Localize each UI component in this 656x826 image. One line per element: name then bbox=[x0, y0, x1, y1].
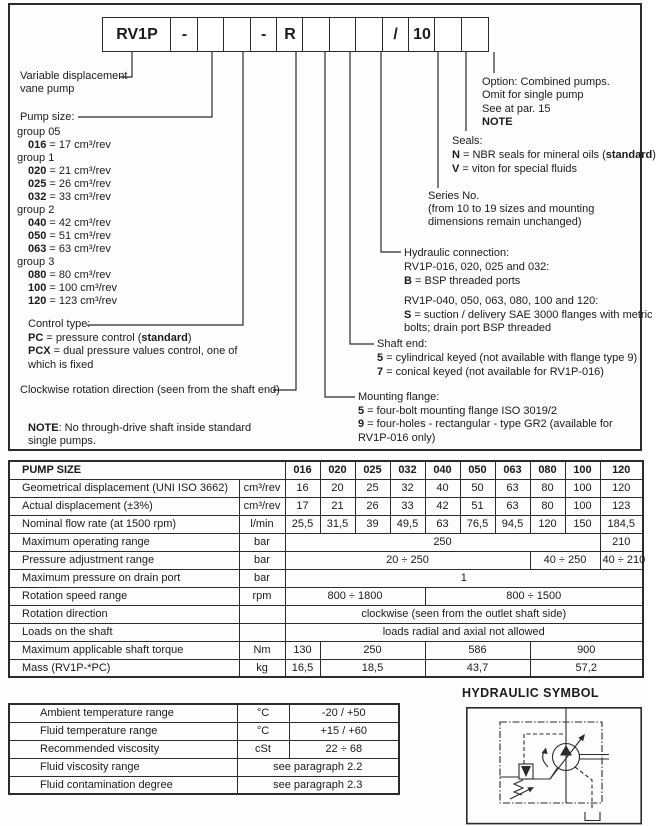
order-code-box-11 bbox=[434, 17, 462, 52]
seals-section bbox=[452, 134, 656, 176]
conditions-value: +15 / +60 bbox=[289, 722, 399, 740]
pump-size-item bbox=[17, 282, 117, 295]
pump-table-size-col: 100 bbox=[565, 461, 600, 479]
shaft-end-title: Shaft end: bbox=[377, 338, 428, 350]
pump-size-value: = 123 cm³/rev bbox=[46, 295, 117, 307]
order-code-row bbox=[102, 17, 489, 52]
pump-size-code: 020 bbox=[28, 165, 47, 177]
pump-table-value: 20 bbox=[320, 479, 355, 497]
pump-table-value: 250 bbox=[285, 533, 600, 551]
tank-icon bbox=[585, 812, 600, 821]
pump-size-item bbox=[17, 165, 117, 178]
order-code-box-7 bbox=[329, 17, 357, 52]
pump-size-title: Pump size: bbox=[20, 111, 75, 123]
pump-table-row-label: Geometrical displacement (UNI ISO 3662) bbox=[9, 479, 239, 497]
pump-table-row-unit: cm³/rev bbox=[239, 479, 285, 497]
pump-table-value: 120 bbox=[600, 479, 643, 497]
pump-table-size-col: 040 bbox=[425, 461, 460, 479]
control-type-pc: PC = pressure control (standard) bbox=[28, 331, 192, 344]
pump-table-value: 586 bbox=[425, 641, 530, 659]
pump-table-value: 49,5 bbox=[390, 515, 425, 533]
pump-table-value: 900 bbox=[530, 641, 643, 659]
pump-table-value: 94,5 bbox=[495, 515, 530, 533]
shaft-end-7: 7 = conical keyed (not available for RV1P-016) bbox=[377, 366, 604, 378]
pump-table-row-unit: bar bbox=[239, 569, 285, 587]
pump-table-size-col: 016 bbox=[285, 461, 320, 479]
pump-table-size-col: 120 bbox=[600, 461, 643, 479]
pump-table-row-label: Actual displacement (±3%) bbox=[9, 497, 239, 515]
control-type-title: Control type: bbox=[28, 318, 91, 330]
pump-table-value: 123 bbox=[600, 497, 643, 515]
pump-table-value: 39 bbox=[355, 515, 390, 533]
seals-title: Seals: bbox=[452, 135, 483, 147]
swivel-arrow-head bbox=[542, 748, 548, 755]
pump-table-value: 40 ÷ 250 bbox=[530, 551, 600, 569]
pump-size-code: 025 bbox=[28, 178, 47, 190]
pump-size-item bbox=[17, 139, 117, 152]
mounting-flange-9: 9 = four-holes - rectangular - type GR2 (available for bbox=[358, 418, 613, 430]
pump-size-value: = 21 cm³/rev bbox=[46, 165, 111, 177]
pump-table-value: 63 bbox=[495, 497, 530, 515]
pump-table-value: 16 bbox=[285, 479, 320, 497]
pump-table-row-label: Nominal flow rate (at 1500 rpm) bbox=[9, 515, 239, 533]
port-lines bbox=[579, 755, 609, 760]
pump-table-size-col: 032 bbox=[390, 461, 425, 479]
order-code-box-2 bbox=[197, 17, 225, 52]
pump-table-value: 100 bbox=[565, 497, 600, 515]
order-code-box-8 bbox=[355, 17, 383, 52]
pump-table-value: 120 bbox=[530, 515, 565, 533]
pump-size-item bbox=[17, 178, 117, 191]
seals-v: V = viton for special fluids bbox=[452, 163, 578, 175]
conditions-unit: cSt bbox=[237, 740, 289, 758]
pump-table-row-unit: bar bbox=[239, 551, 285, 569]
order-code-box-1: - bbox=[170, 17, 198, 52]
pump-table-size-col: 020 bbox=[320, 461, 355, 479]
pump-table-row-unit: cm³/rev bbox=[239, 497, 285, 515]
pump-size-code: 080 bbox=[28, 269, 47, 281]
hydraulic-connection-s: S = suction / delivery SAE 3000 flanges with metric bbox=[404, 308, 653, 321]
pump-table-value: 40 ÷ 210 bbox=[600, 551, 643, 569]
pump-size-item bbox=[17, 269, 117, 282]
control-type-pcx: PCX = dual pressure values control, one of bbox=[28, 345, 238, 357]
variable-arrow-head bbox=[578, 734, 585, 741]
pump-table-value: 50 bbox=[460, 479, 495, 497]
pump-table-row-label: Mass (RV1P-*PC) bbox=[9, 659, 239, 677]
note-section: NOTE: No through-drive shaft inside standard single pumps. bbox=[28, 422, 252, 447]
pump-table-value: 51 bbox=[460, 497, 495, 515]
leader-rotation bbox=[273, 52, 296, 390]
pump-table-value: 18,5 bbox=[320, 659, 425, 677]
pump-size-code: 063 bbox=[28, 243, 47, 255]
pump-size-value: = 51 cm³/rev bbox=[46, 230, 111, 242]
conditions-value: 22 ÷ 68 bbox=[289, 740, 399, 758]
pump-table-value: 250 bbox=[320, 641, 425, 659]
pump-table-value: 17 bbox=[285, 497, 320, 515]
pump-size-code: 016 bbox=[28, 139, 47, 151]
pump-size-value: = 63 cm³/rev bbox=[46, 243, 111, 255]
pump-table-size-col: 080 bbox=[530, 461, 565, 479]
conditions-value: -20 / +50 bbox=[289, 704, 399, 722]
pump-size-value: = 100 cm³/rev bbox=[46, 282, 117, 294]
conditions-value: see paragraph 2.2 bbox=[237, 758, 399, 776]
swivel-arrow bbox=[543, 752, 548, 767]
pump-size-value: = 17 cm³/rev bbox=[46, 139, 111, 151]
leader-shaft-end bbox=[350, 52, 374, 344]
pump-table-value: clockwise (seen from the outlet shaft side) bbox=[285, 605, 643, 623]
order-code-box-0: RV1P bbox=[102, 17, 172, 52]
pump-table-row-unit: rpm bbox=[239, 587, 285, 605]
hydraulic-connection-b: B = BSP threaded ports bbox=[404, 275, 521, 287]
pump-table-row-label: Loads on the shaft bbox=[9, 623, 239, 641]
pump-size-item bbox=[17, 217, 117, 230]
order-code-box-10: 10 bbox=[408, 17, 436, 52]
hydraulic-symbol-title: HYDRAULIC SYMBOL bbox=[462, 686, 599, 700]
pump-table-value: 25,5 bbox=[285, 515, 320, 533]
hydraulic-connection-section: Hydraulic connection: RV1P-016, 020, 025 and 032: B = BSP threaded ports bbox=[404, 247, 550, 287]
pump-size-group-name: group 3 bbox=[17, 256, 55, 268]
pump-table-size-col: 063 bbox=[495, 461, 530, 479]
control-type-section: Control type: PC = pressure control (standard) PCX = dual pressure values control, one of which is fixed bbox=[28, 318, 238, 371]
order-code-box-3 bbox=[223, 17, 251, 52]
pump-table-value: 40 bbox=[425, 479, 460, 497]
conditions-row-label: Fluid viscosity range bbox=[9, 758, 237, 776]
pump-table-row-label: Maximum operating range bbox=[9, 533, 239, 551]
pump-table-title: PUMP SIZE bbox=[9, 461, 285, 479]
pump-table-value: 63 bbox=[425, 515, 460, 533]
pump-table-row-unit: l/min bbox=[239, 515, 285, 533]
conditions-unit: °C bbox=[237, 704, 289, 722]
pump-table-value: 76,5 bbox=[460, 515, 495, 533]
pump-table-value: 33 bbox=[390, 497, 425, 515]
pump-table-value: 80 bbox=[530, 479, 565, 497]
pump-size-value: = 33 cm³/rev bbox=[46, 191, 111, 203]
pump-table-value: 57,2 bbox=[530, 659, 643, 677]
pump-table-value: 210 bbox=[600, 533, 643, 551]
conditions-unit: °C bbox=[237, 722, 289, 740]
mounting-flange-section: Mounting flange: 5 = four-bolt mounting flange ISO 3019/2 9 = four-holes - rectangular - type GR2 (available for RV1P-016 only) bbox=[358, 391, 613, 444]
pump-table-value: 21 bbox=[320, 497, 355, 515]
pump-table-row-unit: Nm bbox=[239, 641, 285, 659]
option-section: Option: Combined pumps. Omit for single pump See at par. 15 NOTE bbox=[482, 76, 610, 128]
pump-table-value: 130 bbox=[285, 641, 320, 659]
pump-table-value: 800 ÷ 1500 bbox=[425, 587, 643, 605]
conditions-value: see paragraph 2.3 bbox=[237, 776, 399, 794]
pump-table-row-unit: kg bbox=[239, 659, 285, 677]
order-code-box-9: / bbox=[382, 17, 410, 52]
pump-table-size-col: 025 bbox=[355, 461, 390, 479]
pump-size-list bbox=[17, 126, 117, 308]
rotation-direction-label: Clockwise rotation direction (seen from the shaft end) bbox=[20, 384, 280, 396]
pump-size-code: 032 bbox=[28, 191, 47, 203]
pump-table-value: 26 bbox=[355, 497, 390, 515]
conditions-row-label: Ambient temperature range bbox=[9, 704, 237, 722]
hydraulic-connection-section-2: RV1P-040, 050, 063, 080, 100 and 120: S = suction / delivery SAE 3000 flanges with metric bolts; drain port BSP threaded bbox=[404, 295, 653, 334]
mounting-flange-5: 5 = four-bolt mounting flange ISO 3019/2 bbox=[358, 404, 558, 417]
pump-table-size-col: 050 bbox=[460, 461, 495, 479]
pump-table-value: 800 ÷ 1800 bbox=[285, 587, 425, 605]
pump-table-value: loads radial and axial not allowed bbox=[285, 623, 643, 641]
order-code-box-5: R bbox=[276, 17, 304, 52]
pump-table-value: 63 bbox=[495, 479, 530, 497]
series-section: Series No. (from 10 to 19 sizes and mounting dimensions remain unchanged) bbox=[428, 190, 595, 228]
symbol-border bbox=[467, 708, 641, 824]
pump-table-value: 100 bbox=[565, 479, 600, 497]
pump-size-value: = 80 cm³/rev bbox=[46, 269, 111, 281]
pump-table-value: 16,5 bbox=[285, 659, 320, 677]
pump-type-label: Variable displacement vane pump bbox=[20, 70, 128, 95]
seals-n: N = NBR seals for mineral oils (standard) bbox=[452, 149, 656, 161]
pump-size-code: 040 bbox=[28, 217, 47, 229]
order-code-box-6 bbox=[302, 17, 330, 52]
pump-size-item bbox=[17, 295, 117, 308]
pump-table-value: 184,5 bbox=[600, 515, 643, 533]
pump-table-row-label: Maximum applicable shaft torque bbox=[9, 641, 239, 659]
pump-size-item bbox=[17, 243, 117, 256]
pump-size-value: = 42 cm³/rev bbox=[46, 217, 111, 229]
pump-size-group-name: group 1 bbox=[17, 152, 55, 164]
order-code-box-12 bbox=[461, 17, 489, 52]
pump-table-row-label: Rotation speed range bbox=[9, 587, 239, 605]
pump-table-value: 1 bbox=[285, 569, 643, 587]
pump-size-code: 100 bbox=[28, 282, 47, 294]
leader-hydraulic-connection bbox=[381, 52, 401, 252]
conditions-row-label: Fluid contamination degree bbox=[9, 776, 237, 794]
pump-table-row-unit: bar bbox=[239, 533, 285, 551]
note-line1: NOTE: No through-drive shaft inside standard bbox=[28, 422, 252, 434]
hydraulic-connection-title: Hydraulic connection: bbox=[404, 247, 510, 259]
conditions-row-label: Fluid temperature range bbox=[9, 722, 237, 740]
pump-table-row-label: Pressure adjustment range bbox=[9, 551, 239, 569]
shaft-end-5: 5 = cylindrical keyed (not available with flange type 9) bbox=[377, 352, 638, 364]
pump-table-row-label: Maximum pressure on drain port bbox=[9, 569, 239, 587]
conditions-row-label: Recommended viscosity bbox=[9, 740, 237, 758]
pump-table-value: 25 bbox=[355, 479, 390, 497]
order-code-box-4: - bbox=[250, 17, 278, 52]
pump-size-value: = 26 cm³/rev bbox=[46, 178, 111, 190]
pump-table-value: 42 bbox=[425, 497, 460, 515]
pump-size-code: 050 bbox=[28, 230, 47, 242]
pump-table-value: 32 bbox=[390, 479, 425, 497]
pump-table-value: 31,5 bbox=[320, 515, 355, 533]
pump-size-item bbox=[17, 230, 117, 243]
pump-size-item bbox=[17, 191, 117, 204]
shaft-end-section bbox=[377, 337, 637, 379]
hydraulic-symbol-drawing bbox=[466, 707, 642, 825]
pump-size-group-name: group 05 bbox=[17, 126, 61, 138]
pump-table-value: 20 ÷ 250 bbox=[285, 551, 530, 569]
pump-table-value: 43,7 bbox=[425, 659, 530, 677]
mounting-flange-title: Mounting flange: bbox=[358, 391, 440, 403]
pump-table-value: 150 bbox=[565, 515, 600, 533]
pump-table-row-label: Rotation direction bbox=[9, 605, 239, 623]
pump-size-code: 120 bbox=[28, 295, 47, 307]
pump-size-group-name: group 2 bbox=[17, 204, 55, 216]
pump-table-value: 80 bbox=[530, 497, 565, 515]
